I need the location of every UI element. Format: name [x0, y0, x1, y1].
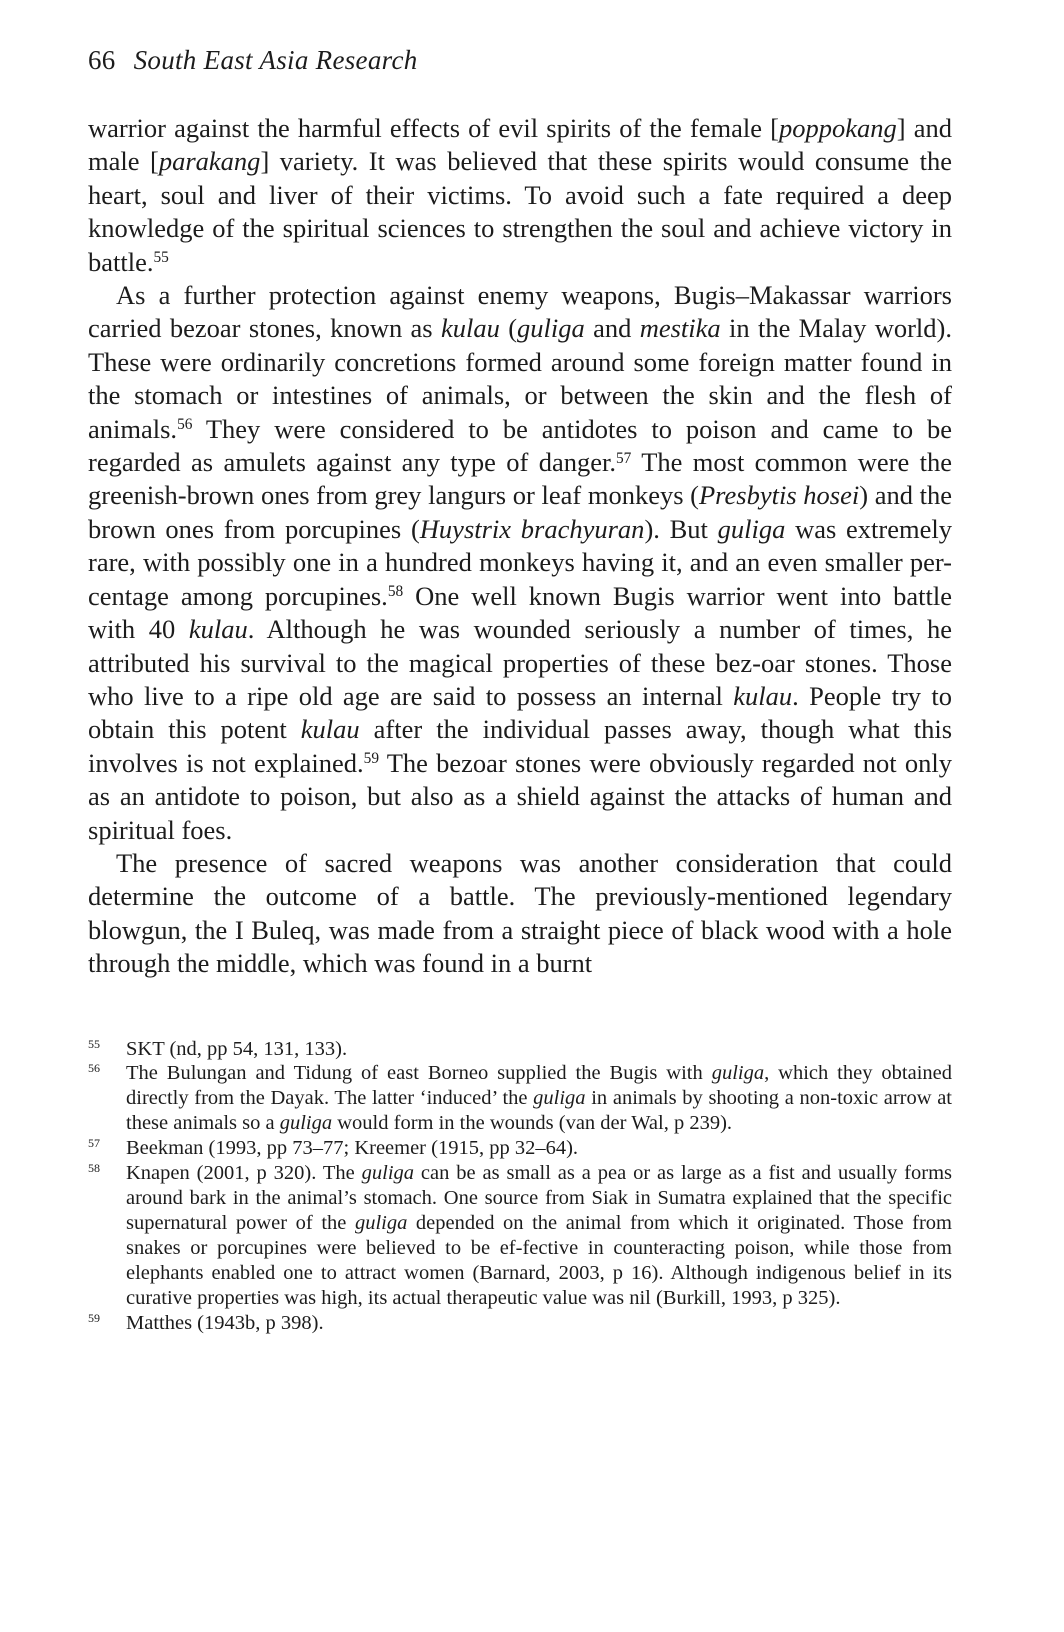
species-name: Presbytis hosei — [699, 480, 860, 511]
footnote-57 — [88, 1136, 952, 1161]
paragraph-1 — [88, 112, 952, 279]
footnote-ref-59[interactable]: 59 — [363, 750, 379, 768]
body-text — [88, 112, 952, 981]
italic-term: parakang — [158, 146, 261, 177]
footnote-59 — [88, 1311, 952, 1336]
text-run: would form in the wounds (van der Wal, p 239). — [332, 1112, 733, 1135]
italic-term: kulau — [440, 313, 500, 344]
journal-title: South East Asia Research — [133, 45, 418, 75]
species-name: Huystrix brachyuran — [419, 513, 645, 544]
text-run: in animals by shooting a non-toxic arrow at these animals so a — [126, 1087, 952, 1135]
text-run: was extremely rare, with possibly one in a hundred monkeys having it, and an even smaller per-centage among porcupines. — [88, 513, 952, 611]
italic-term: guliga — [279, 1112, 333, 1135]
text-run: . People try to obtain this potent — [88, 680, 952, 745]
text-run: The presence of sacred weapons was another consideration that could determine the outcome of a battle. The previously-mentioned legendary blowgun, the I Buleq, was made from a straight piece of black wood with a hole through the middle, which was found in a burnt — [88, 847, 952, 979]
text-run: ) and the brown ones from porcupines ( — [88, 480, 952, 544]
footnote-ref-55[interactable]: 55 — [153, 249, 169, 267]
italic-term: mestika — [639, 313, 721, 344]
document-page — [88, 40, 952, 1335]
italic-term: guliga — [533, 1087, 586, 1110]
footnote-55 — [88, 1037, 952, 1062]
footnote-number: 58 — [88, 1161, 100, 1176]
italic-term: kulau — [188, 614, 248, 645]
footnotes — [88, 1037, 952, 1336]
text-run: can be as small as a pea or as large as a fist and usually forms around bark in the animal’s stomach. One source from Siak in Sumatra explained that the specific supernatural power of the — [126, 1162, 952, 1234]
footnote-ref-58[interactable]: 58 — [387, 583, 404, 601]
italic-term: guliga — [361, 1162, 415, 1185]
text-run: One well known Bugis warrior went into battle with 40 — [88, 580, 952, 645]
running-head — [88, 40, 952, 80]
italic-term: poppokang — [779, 113, 897, 143]
italic-term: guliga — [711, 1062, 765, 1085]
footnote-58 — [88, 1161, 952, 1310]
footnote-56 — [88, 1061, 952, 1136]
text-run: ). But — [644, 513, 718, 544]
footnote-number: 57 — [88, 1136, 100, 1151]
text-run: The bezoar stones were obviously regarded not only as an antidote to poison, but also as a shield against the attacks of human and spiritual foes. — [88, 747, 953, 845]
text-run: They were considered to be antidotes to poison and came to be regarded as amulets against any type of danger. — [88, 413, 952, 478]
text-run: ] variety. It was believed that these spirits would consume the heart, soul and liver of their victims. To avoid such a fate required a deep knowledge of the spiritual sciences to strengthen the soul and achieve victory in battle. — [88, 146, 952, 277]
footnote-number: 55 — [88, 1036, 100, 1051]
paragraph-3 — [88, 847, 952, 981]
text-run: . Although he was wounded seriously a number of times, he attributed his survival to the magical properties of these bez-oar stones. Those who live to a ripe old age are said to possess an internal — [88, 614, 952, 711]
footnote-number: 56 — [88, 1061, 100, 1076]
page-number: 66 — [88, 45, 116, 75]
italic-term: guliga — [717, 513, 786, 544]
text-run: , which they obtained directly from the Dayak. The latter ‘induced’ the — [126, 1062, 953, 1110]
footnote-text: Matthes (1943b, p 398). — [126, 1311, 324, 1334]
footnote-text: SKT (nd, pp 54, 131, 133). — [126, 1037, 348, 1060]
text-run: The most common were the greenish-brown ones from grey langurs or leaf monkeys ( — [88, 447, 952, 511]
italic-term: guliga — [517, 313, 585, 344]
text-run: The Bulungan and Tidung of east Borneo supplied the Bugis with — [126, 1062, 712, 1085]
text-run: As a further protection against enemy weapons, Bugis–Makassar warriors carried bezoar stones, known as — [88, 280, 952, 344]
italic-term: kulau — [733, 680, 793, 711]
footnote-ref-57[interactable]: 57 — [615, 449, 632, 467]
text-run: after the individual passes away, though what this involves is not explained. — [88, 714, 953, 778]
paragraph-2 — [88, 279, 952, 847]
text-run: depended on the animal from which it originated. Those from snakes or porcupines were believed to be ef-fective in counteracting poison, while those from elephants enabled one to attract women (Barnard, 2003, p 16). Although indigenous belief in its curative properties was high, its actual therapeutic value was nil (Burkill, 1993, p 325). — [126, 1211, 953, 1309]
footnote-number: 59 — [88, 1310, 100, 1325]
text-run: ( — [499, 313, 518, 344]
text-run: in the Malay world). These were ordinarily concretions formed around some foreign matter found in the stomach or intestines of animals, or between the skin and the flesh of animals. — [88, 313, 952, 444]
text-run: Knapen (2001, p 320). The — [126, 1162, 362, 1185]
italic-term: guliga — [354, 1211, 408, 1234]
text-run: and — [584, 313, 640, 344]
text-run: warrior against the harmful effects of evil spirits of the female [ — [88, 113, 779, 143]
footnote-ref-56[interactable]: 56 — [177, 416, 193, 434]
text-run: ] and male [ — [88, 113, 952, 177]
footnote-text: Beekman (1993, pp 73–77; Kreemer (1915, pp 32–64). — [126, 1137, 579, 1160]
italic-term: kulau — [300, 714, 360, 745]
